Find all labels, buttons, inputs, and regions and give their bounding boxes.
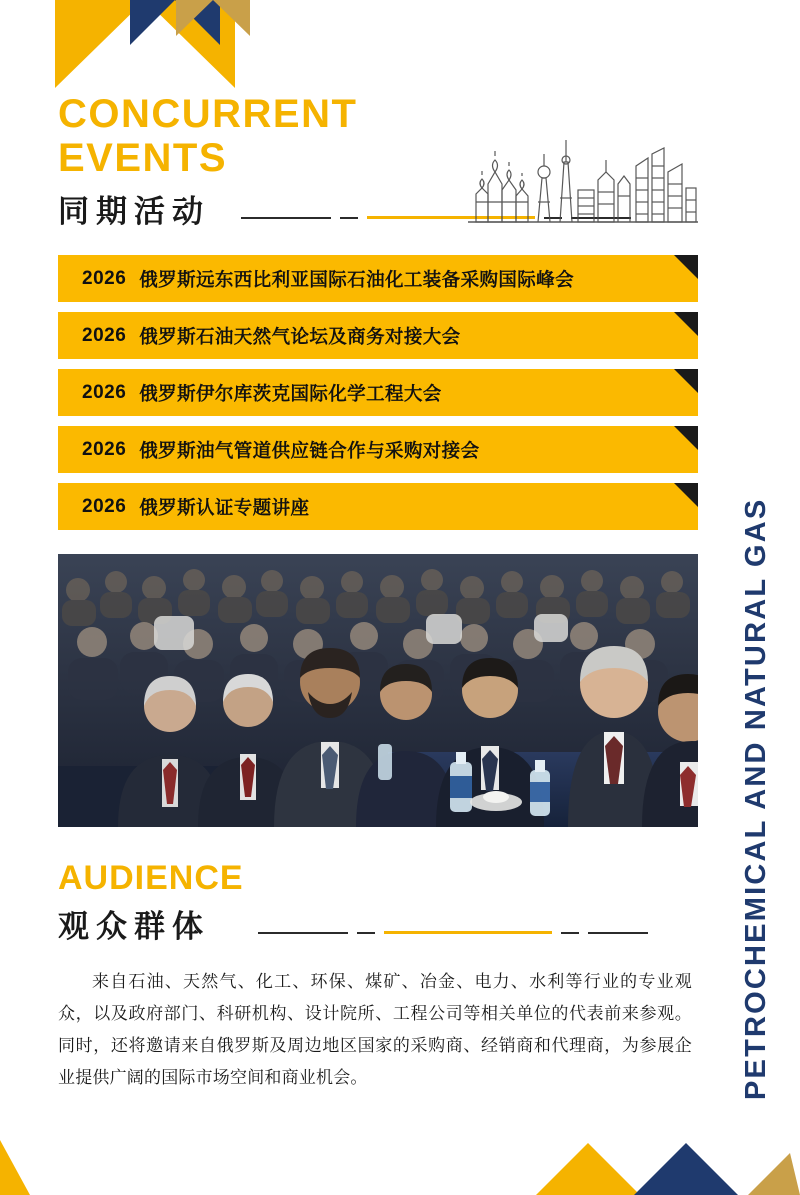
- event-list: [58, 255, 698, 530]
- audience-section: [58, 859, 698, 1094]
- event-list-item[interactable]: [58, 255, 698, 302]
- audience-title-cn: 观众群体: [58, 909, 210, 944]
- audience-paragraph: 来自石油、天然气、化工、环保、煤矿、冶金、电力、水利等行业的专业观众，以及政府部门、科研机构、设计院所、工程公司等相关单位的代表前来参观。同时，还将邀请来自俄罗斯及周边地区国家的采购商、经销商和代理商，为参展企业提供广阔的国际市场空间和商业机会。: [58, 972, 692, 1087]
- event-title: 俄罗斯油气管道供应链合作与采购对接会: [139, 439, 480, 461]
- main-content: [58, 92, 698, 1094]
- side-vertical-title: PETROCHEMICAL AND NATURAL GAS: [740, 497, 772, 1100]
- event-list-item[interactable]: [58, 312, 698, 359]
- triangle-navy-bottom: [634, 1143, 738, 1195]
- event-year: 2026: [82, 381, 127, 403]
- event-year: 2026: [82, 267, 127, 289]
- corner-decoration-bottom-left: [0, 1140, 30, 1195]
- conference-audience-photo: [58, 554, 698, 827]
- triangle-tan-shape: [176, 0, 250, 36]
- event-list-item[interactable]: [58, 426, 698, 473]
- concurrent-title-cn: 同期活动: [58, 194, 210, 229]
- triangle-yellow-bottom: [536, 1143, 640, 1195]
- triangle-tan-bottom: [748, 1153, 800, 1195]
- event-title: 俄罗斯认证专题讲座: [139, 496, 310, 518]
- concurrent-title-en-line2: EVENTS: [58, 136, 228, 180]
- corner-decoration-top-left: [0, 0, 250, 90]
- event-title: 俄罗斯石油天然气论坛及商务对接大会: [139, 325, 461, 347]
- event-list-item[interactable]: [58, 483, 698, 530]
- event-title: 俄罗斯伊尔库茨克国际化学工程大会: [139, 382, 442, 404]
- city-skyline-icon: [468, 132, 698, 224]
- concurrent-title-en-line1: CONCURRENT: [58, 92, 358, 136]
- event-year: 2026: [82, 495, 127, 517]
- event-title: 俄罗斯远东西比利亚国际石油化工装备采购国际峰会: [139, 268, 574, 290]
- event-year: 2026: [82, 438, 127, 460]
- event-year: 2026: [82, 324, 127, 346]
- audience-rule-decoration: [258, 931, 698, 934]
- audience-title-en: AUDIENCE: [58, 859, 244, 897]
- event-list-item[interactable]: [58, 369, 698, 416]
